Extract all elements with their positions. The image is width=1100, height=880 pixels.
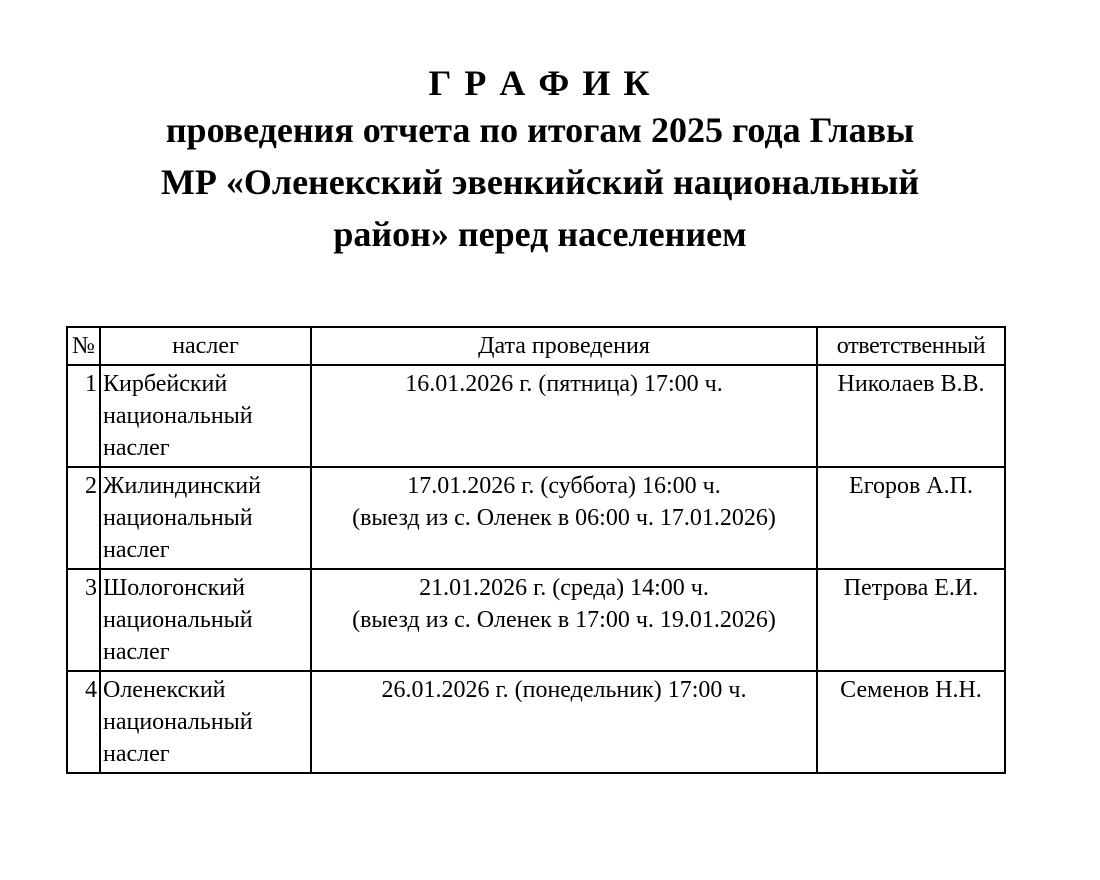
header-date: Дата проведения xyxy=(311,327,817,365)
header-number: № xyxy=(67,327,100,365)
row-nasleg: Кирбейский национальный наслег xyxy=(100,365,311,467)
row-nasleg: Шологонский национальный наслег xyxy=(100,569,311,671)
row-date xyxy=(311,569,817,671)
table-row xyxy=(67,569,1005,671)
header-nasleg: наслег xyxy=(100,327,311,365)
table-row xyxy=(67,671,1005,773)
row-date xyxy=(311,365,817,467)
row-number: 1 xyxy=(67,365,100,467)
row-date xyxy=(311,467,817,569)
document-header xyxy=(0,62,1080,260)
row-date-main: 21.01.2026 г. (среда) 14:00 ч. xyxy=(419,575,709,601)
row-number: 2 xyxy=(67,467,100,569)
table-row xyxy=(67,365,1005,467)
row-date-main: 16.01.2026 г. (пятница) 17:00 ч. xyxy=(405,371,723,397)
row-responsible: Семенов Н.Н. xyxy=(817,671,1005,773)
schedule-table xyxy=(66,326,1006,774)
row-date-main: 26.01.2026 г. (понедельник) 17:00 ч. xyxy=(381,677,747,703)
table-header-row xyxy=(67,327,1005,365)
document-subtitle-line-3: район» перед населением xyxy=(333,214,747,254)
row-responsible: Егоров А.П. xyxy=(817,467,1005,569)
document-subtitle-line-1: проведения отчета по итогам 2025 года Главы xyxy=(165,110,915,150)
row-date-note: (выезд из с. Оленек в 06:00 ч. 17.01.2026) xyxy=(352,505,776,531)
row-responsible: Петрова Е.И. xyxy=(817,569,1005,671)
document-subtitle-line-2: МР «Оленекский эвенкийский национальный xyxy=(160,162,920,202)
row-date-main: 17.01.2026 г. (суббота) 16:00 ч. xyxy=(407,473,721,499)
row-number: 3 xyxy=(67,569,100,671)
row-number: 4 xyxy=(67,671,100,773)
row-date-note: (выезд из с. Оленек в 17:00 ч. 19.01.2026) xyxy=(352,607,776,633)
row-nasleg: Оленекский национальный наслег xyxy=(100,671,311,773)
row-nasleg: Жилиндинский национальный наслег xyxy=(100,467,311,569)
row-date xyxy=(311,671,817,773)
row-responsible: Николаев В.В. xyxy=(817,365,1005,467)
table-row xyxy=(67,467,1005,569)
header-responsible: ответственный xyxy=(817,327,1005,365)
document-title: Г Р А Ф И К xyxy=(428,63,652,103)
